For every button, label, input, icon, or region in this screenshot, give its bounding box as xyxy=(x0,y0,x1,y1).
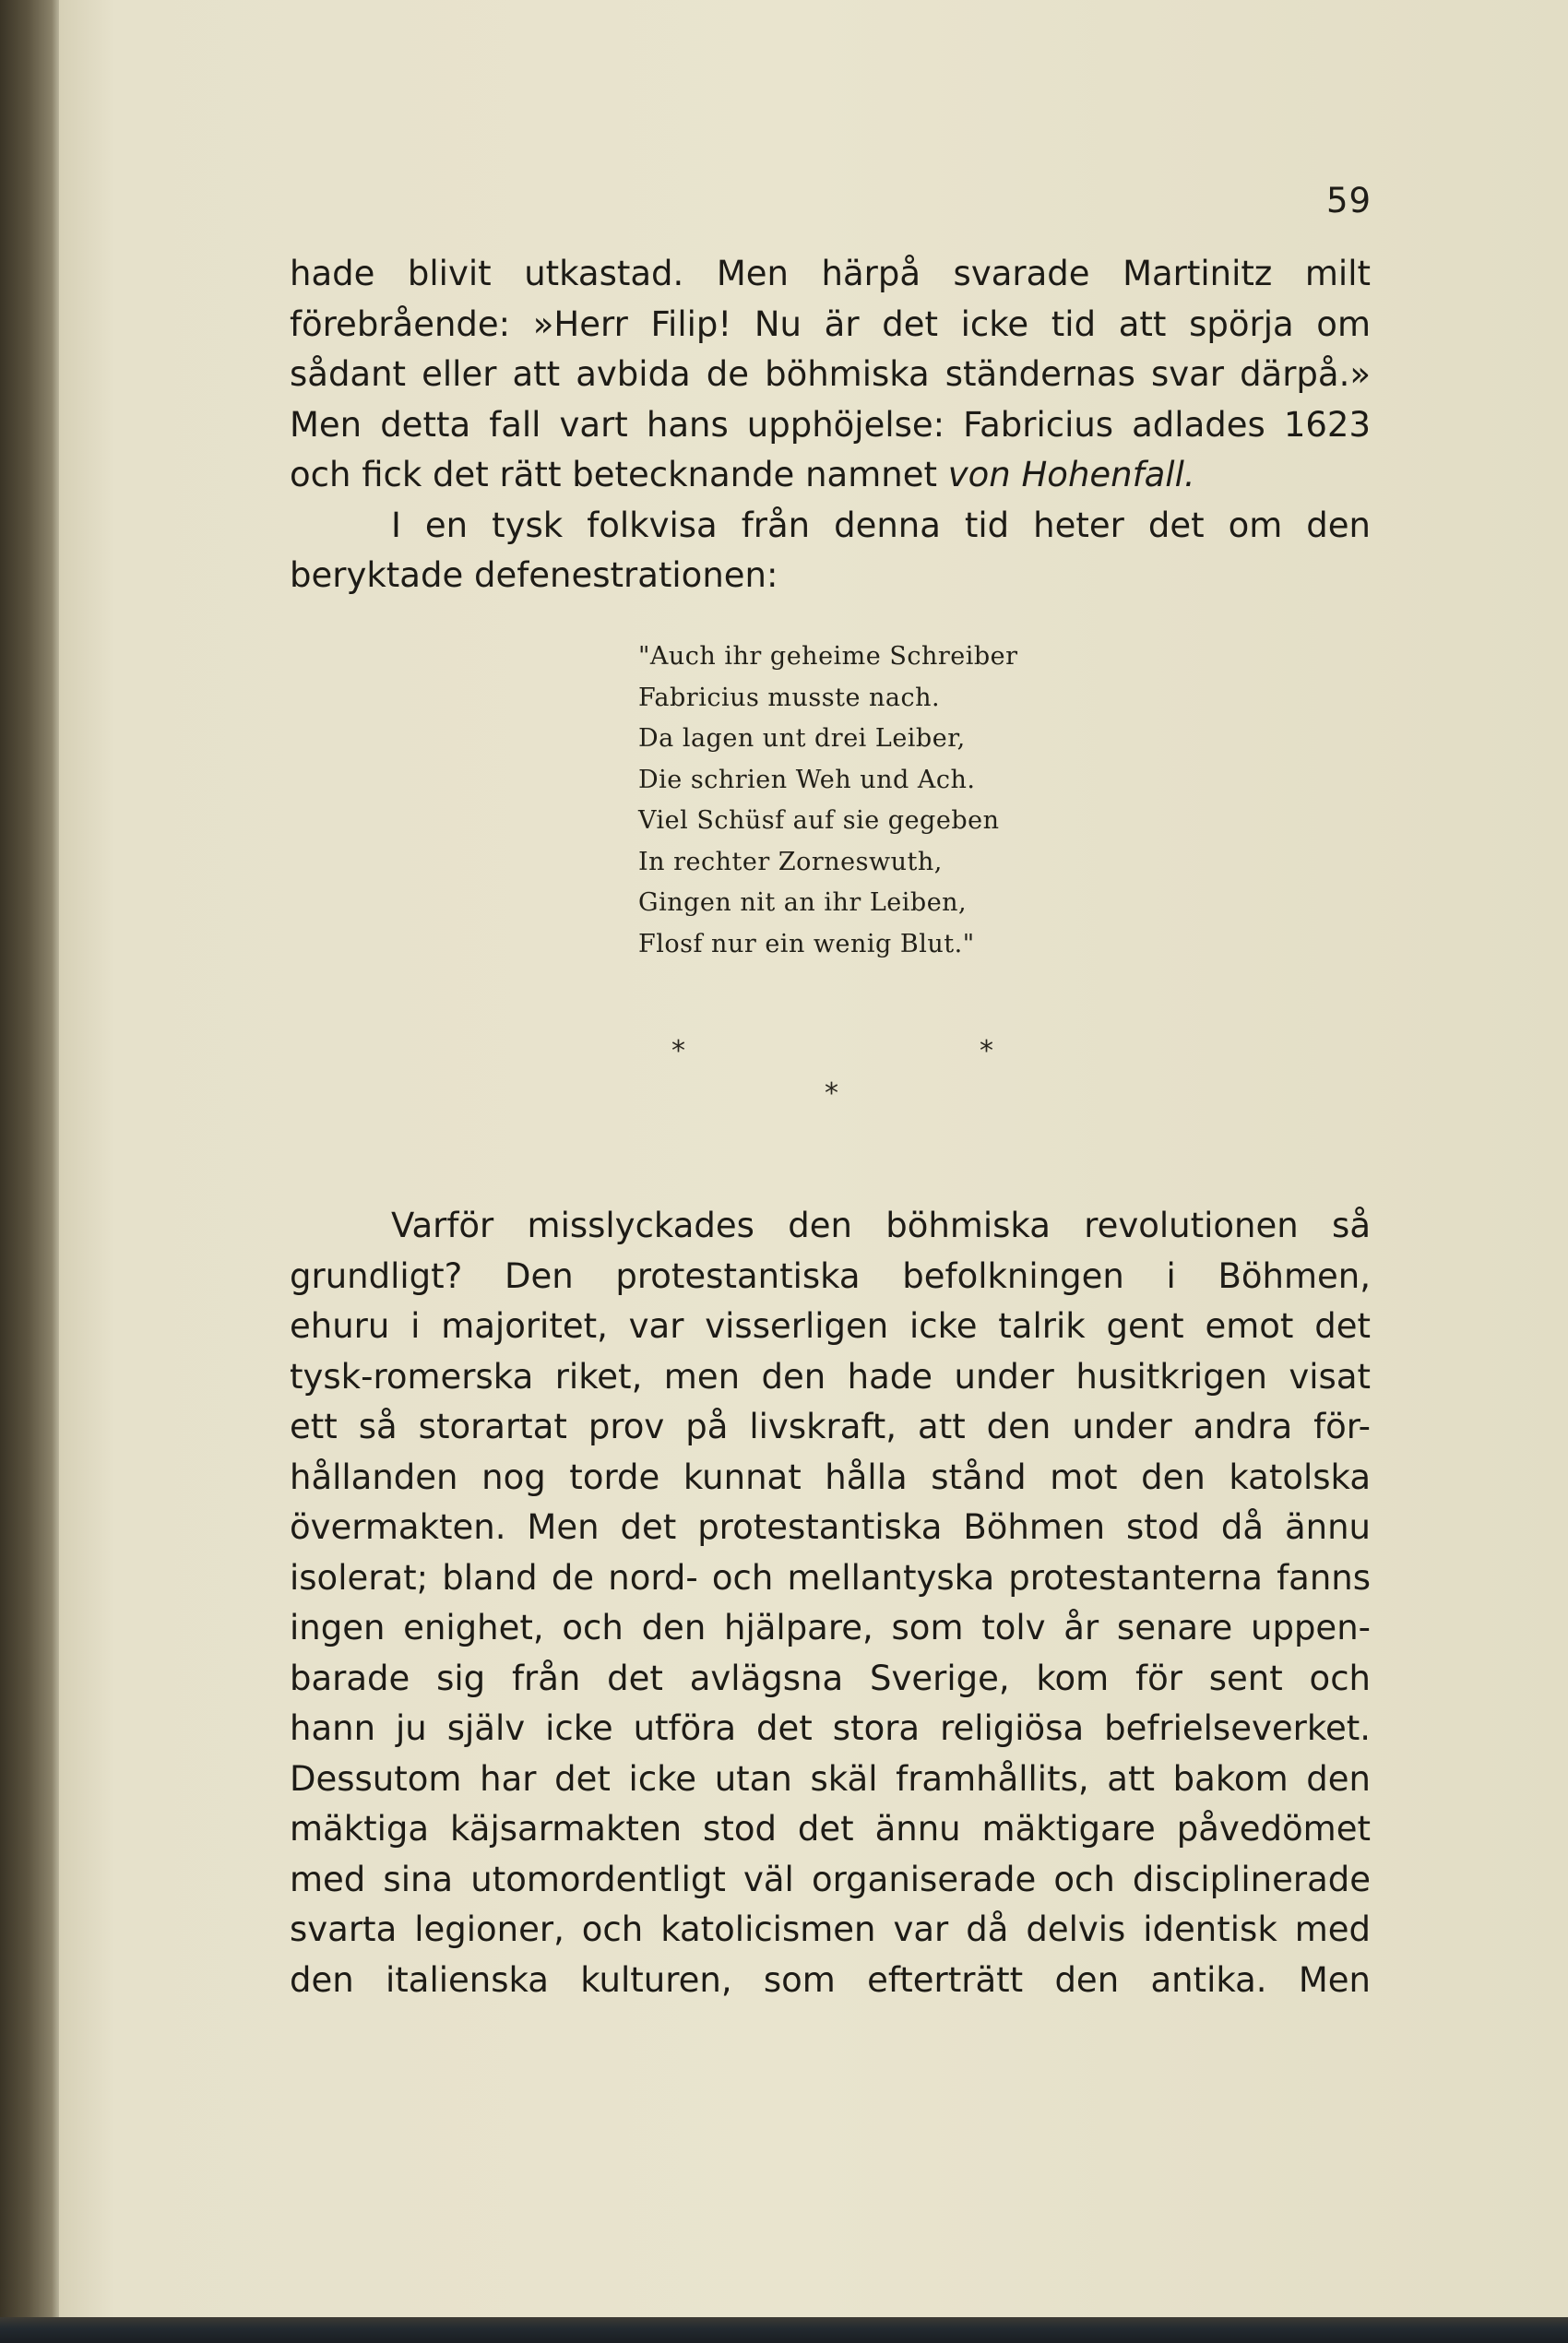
text-line: övermakten. Men det protestantiska Böhmen stod då ännu xyxy=(290,1507,1371,1547)
folk-song-quote xyxy=(638,636,1018,965)
text-line: hållanden nog torde kunnat hålla stånd mot den katolska xyxy=(290,1457,1371,1497)
text-line: mäktiga käjsarmakten stod det ännu mäktigare påvedömet xyxy=(290,1809,1371,1849)
text-line: Dessutom har det icke utan skäl framhållits, att bakom den xyxy=(290,1758,1371,1799)
text-line: ingen enighet, och den hjälpare, som tolv år senare uppen- xyxy=(290,1608,1371,1647)
page-number: 59 xyxy=(1326,181,1372,220)
poem-line: "Auch ihr geheime Schreiber xyxy=(638,642,1018,671)
separator-asterisk: * xyxy=(825,1077,838,1110)
text-line: sådant eller att avbida de böhmiska ständernas svar därpå.» xyxy=(290,354,1371,394)
poem-line: Die schrien Weh und Ach. xyxy=(638,765,976,794)
text-line: I en tysk folkvisa från denna tid heter det om den xyxy=(391,505,1371,545)
separator-asterisk: * xyxy=(671,1035,685,1067)
text-line: Men detta fall vart hans upphöjelse: Fabricius adlades 1623 xyxy=(290,404,1371,445)
italic-name: von Hohenfall. xyxy=(947,455,1195,494)
text-line: barade sig från det avlägsna Sverige, kom för sent och xyxy=(290,1658,1371,1698)
poem-line: Gingen nit an ihr Leiben, xyxy=(638,888,968,917)
text-line: svarta legioner, och katolicismen var då delvis identisk med xyxy=(290,1909,1371,1949)
text-line xyxy=(290,450,1371,501)
book-spine xyxy=(0,0,59,2343)
poem-line: In rechter Zorneswuth, xyxy=(638,847,943,876)
text-line: hade blivit utkastad. Men härpå svarade Martinitz milt xyxy=(290,254,1371,293)
text-line: grundligt? Den protestantiska befolkningen i Böhmen, xyxy=(290,1255,1371,1296)
text-line: isolerat; bland de nord- och mellantyska protestanterna fanns xyxy=(290,1557,1371,1598)
poem-line: Da lagen unt drei Leiber, xyxy=(638,724,966,753)
poem-line: Flosf nur ein wenig Blut." xyxy=(638,929,975,958)
paragraph-revolution xyxy=(290,1201,1371,2005)
page-bottom-edge xyxy=(0,2317,1568,2343)
poem-line: Fabricius musste nach. xyxy=(638,683,941,712)
text-line: hann ju själv icke utföra det stora religiösa befrielseverket. xyxy=(290,1708,1371,1748)
poem-line: Viel Schüsf auf sie gegeben xyxy=(638,806,1000,835)
text-line: ett så storartat prov på livskraft, att den under andra för- xyxy=(290,1407,1371,1446)
text-line: tysk-romerska riket, men den hade under husitkrigen visat xyxy=(290,1356,1371,1397)
text-line: beryktade defenestrationen: xyxy=(290,555,778,595)
paragraph-defenestration xyxy=(290,249,1371,601)
text-line: med sina utomordentligt väl organiserade och disciplinerade xyxy=(290,1859,1371,1899)
text-line-start: och fick det rätt betecknande namnet xyxy=(290,455,948,494)
text-line: Varför misslyckades den böhmiska revolutionen så xyxy=(391,1206,1371,1245)
text-line: förebrående: »Herr Filip! Nu är det icke tid att spörja om xyxy=(290,303,1371,344)
text-line: den italienska kulturen, som efterträtt den antika. Men xyxy=(290,1959,1371,2000)
separator-asterisk: * xyxy=(980,1035,993,1067)
text-line: ehuru i majoritet, var visserligen icke talrik gent emot det xyxy=(290,1306,1371,1346)
